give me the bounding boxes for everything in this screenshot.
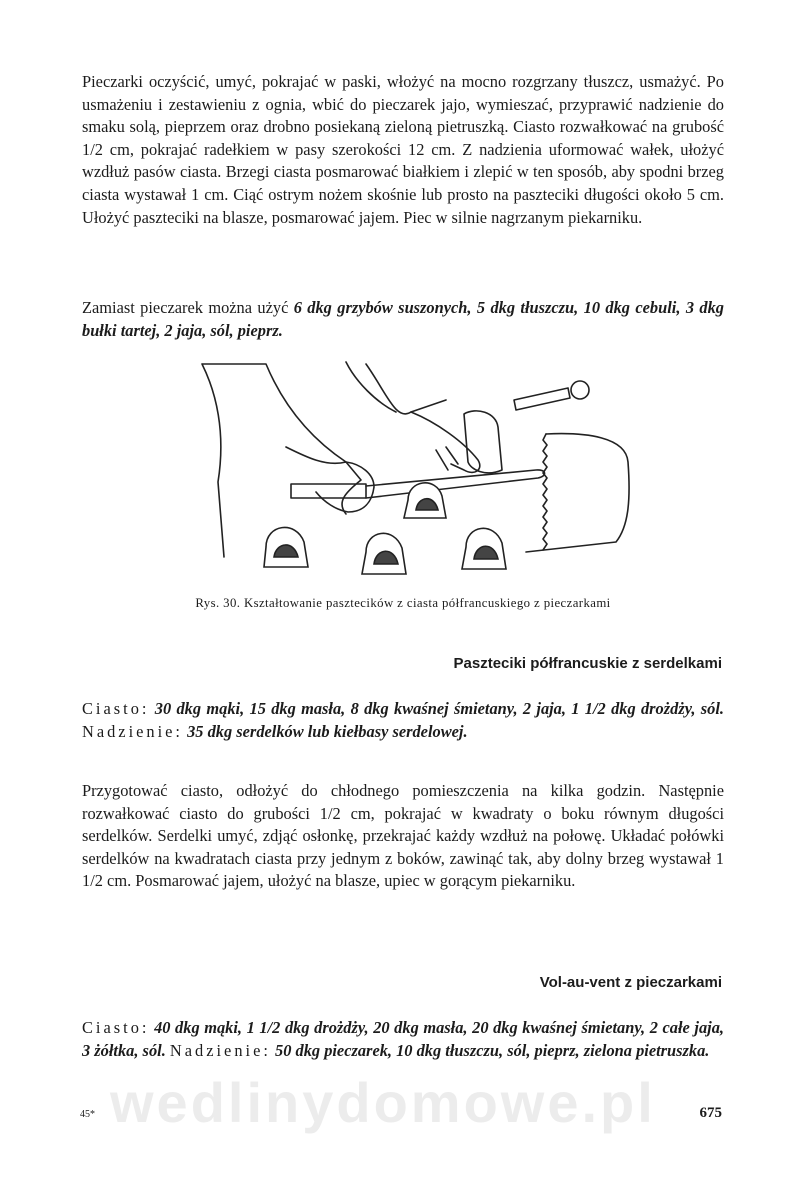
substitution-ingredients: 6 dkg grzybów suszonych, 5 dkg tłuszczu, 10 dkg cebuli, 3 dkg bułki tartej, 2 jaja, sól, pieprz. xyxy=(82,298,724,340)
method-paragraph-serdelki: Przygotować ciasto, odłożyć do chłodnego pomieszczenia na kilka godzin. Następnie rozwałkować ciasto do grubości 1/2 cm, pokrajać w kwadraty o boku równym długości serdelków. Serdelki umyć, zdjąć osłonkę, przekrajać każdy wzdłuż na połowę. Układać połówki serdelków na kwadratach ciasta przy jednym z boków, zawinąć tak, aby dolny brzeg wystawał 1 1/2 cm. Posmarować jajem, ułożyć na blasze, upiec w gorącym piekarniku. xyxy=(82,781,724,891)
filling-ingredients: 50 dkg pieczarek, 10 dkg tłuszczu, sól, pieprz, zielona pietruszka. xyxy=(275,1040,710,1060)
page-number: 675 xyxy=(699,1105,722,1121)
dough-label: Ciasto: xyxy=(82,699,150,718)
dough-ingredients: 30 dkg mąki, 15 dkg masła, 8 dkg kwaśnej śmietany, 2 jaja, 1 1/2 dkg drożdży, sól. xyxy=(154,699,724,718)
dough-sheet-edge xyxy=(543,434,547,550)
pastry-wheel-handle xyxy=(514,388,570,410)
substitution-lead: Zamiast pieczarek można użyć xyxy=(82,298,294,317)
figure-caption: Rys. 30. Kształtowanie pasztecików z ciasta półfrancuskiego z pieczarkami xyxy=(195,596,611,610)
ingredients-serdelki xyxy=(82,698,724,743)
pastry-wheel xyxy=(571,381,589,399)
pastry-shaping-illustration xyxy=(196,352,636,597)
pasty-piece-2 xyxy=(362,533,406,574)
filling-label: Nadzienie: xyxy=(82,721,183,741)
substitution-paragraph xyxy=(82,297,724,342)
right-sleeve xyxy=(346,362,446,414)
left-arm xyxy=(286,447,361,514)
dough-label: Ciasto: xyxy=(82,1018,150,1037)
pasty-piece-3 xyxy=(462,528,506,569)
recipe-title-serdelki: Paszteciki półfrancuskie z serdelkami xyxy=(453,655,722,672)
pasty-piece-4 xyxy=(404,483,446,518)
printer-signature: 45* xyxy=(80,1109,95,1120)
ingredients-vol-au-vent xyxy=(82,1017,724,1062)
pasty-piece-1 xyxy=(264,527,308,567)
left-sleeve xyxy=(202,364,346,557)
recipe-title-vol-au-vent: Vol-au-vent z pieczarkami xyxy=(539,974,722,991)
dough-log xyxy=(464,411,502,473)
knife-blade xyxy=(366,470,545,498)
dough-ingredients: 40 dkg mąki, 1 1/2 dkg drożdży, 20 dkg masła, 20 dkg kwaśnej śmietany, 2 całe jaja, 3 żółtka, sól. xyxy=(82,1018,724,1060)
filling-label: Nadzienie: xyxy=(169,1040,271,1060)
watermark-text: wedlinydomowe.pl xyxy=(110,1071,656,1134)
filling-ingredients: 35 dkg serdelków lub kiełbasy serdelowej. xyxy=(187,721,468,741)
dough-sheet xyxy=(526,434,629,552)
method-paragraph-mushroom-pasties: Pieczarki oczyścić, umyć, pokrajać w paski, włożyć na mocno rozgrzany tłuszcz, usmażyć. Po usmażeniu i zestawieniu z ognia, wbić do pieczarek jajo, wymieszać, przyprawić nadzienie do smaku solą, pieprzem oraz drobno posiekaną zieloną pietruszką. Ciasto rozwałkować na grubość 1/2 cm, pokrajać radełkiem w pasy szerokości 12 cm. Z nadzienia uformować wałek, ułożyć wzdłuż pasów ciasta. Brzegi ciasta posmarować białkiem i zlepić w ten sposób, aby spodni brzeg ciasta wystawał 1 cm. Ciąć ostrym nożem skośnie lub prosto na paszteciki długości około 5 cm. Ułożyć paszteciki na blasze, posmarować jajem. Piec w silnie nagrzanym piekarniku. xyxy=(82,72,724,227)
